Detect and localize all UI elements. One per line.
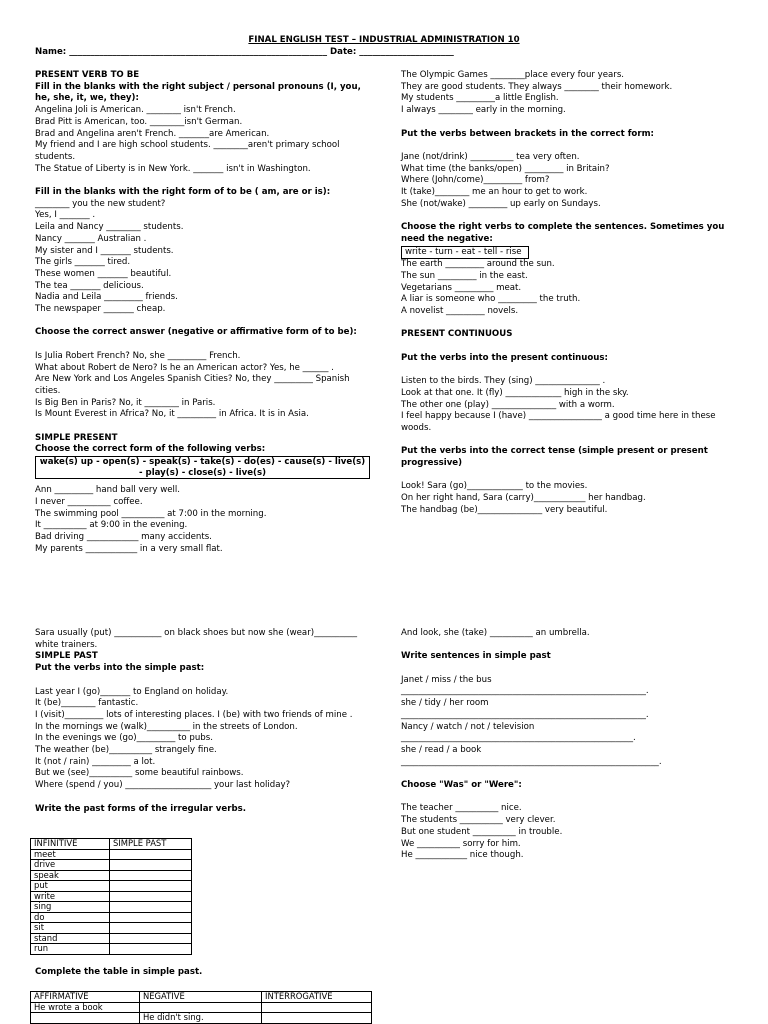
exercise-line: The Statue of Liberty is in New York. _______ isn't in Washington. xyxy=(35,163,311,174)
section-heading: Put the verbs into the simple past: xyxy=(35,663,205,674)
exercise-line: The weather (be)__________ strangely fine. xyxy=(35,745,217,756)
spacer xyxy=(401,640,736,652)
right-column-bottom xyxy=(401,628,736,862)
section-heading: SIMPLE PRESENT xyxy=(35,432,118,443)
section-heading: Write the past forms of the irregular verbs. xyxy=(35,803,246,814)
exercise-line: The sun _________ in the east. xyxy=(401,270,528,281)
exercise-line: In the mornings we (walk)__________ in the streets of London. xyxy=(35,721,298,732)
verb-cell: sit xyxy=(31,923,110,934)
left-column-bottom xyxy=(35,628,370,815)
exercise-line: It (take)________ me an hour to get to work. xyxy=(401,187,588,197)
exercise-line: The swimming pool __________ at 7:00 in the morning. xyxy=(35,508,267,519)
exercise-line: He ____________ nice though. xyxy=(401,850,524,861)
table-row xyxy=(31,891,192,902)
section-heading: Choose "Was" or "Were": xyxy=(401,780,522,791)
spacer xyxy=(401,470,736,482)
spacer xyxy=(401,792,736,804)
exercise-line: My students _________a little English. xyxy=(401,93,559,104)
exercise-line: Brad and Angelina aren't French. _______are American. xyxy=(35,128,270,139)
section-heading: PRESENT CONTINUOUS xyxy=(401,329,513,340)
exercise-line: I (visit)_________ lots of interesting places. I (be) with two friends of mine . xyxy=(35,709,353,720)
exercise-line: And look, she (take) __________ an umbrella. xyxy=(401,628,590,638)
irregular-verbs-table xyxy=(30,838,192,955)
exercise-line: The newspaper _______ cheap. xyxy=(35,304,166,315)
answer-cell[interactable] xyxy=(110,849,192,860)
exercise-line: They are good students. They always ________ their homework. xyxy=(401,81,673,92)
section-heading: Put the verbs into the present continuous: xyxy=(401,352,608,363)
table-cell: He wrote a book xyxy=(31,1002,140,1013)
spacer xyxy=(35,675,370,687)
answer-cell[interactable] xyxy=(262,1002,372,1013)
spacer xyxy=(401,365,736,377)
section-heading: Put the verbs into the correct tense (simple present or present progressive) xyxy=(401,446,708,469)
exercise-line: It __________ at 9:00 in the evening. xyxy=(35,520,188,531)
section-heading: Write sentences in simple past xyxy=(401,651,551,662)
answer-cell[interactable] xyxy=(110,912,192,923)
exercise-line: It (be)________ fantastic. xyxy=(35,698,139,709)
name-date-line: Name: ____________________________________________________________ Date: ______________________ xyxy=(35,47,454,57)
answer-cell[interactable] xyxy=(110,870,192,881)
exercise-line: The earth _________ around the sun. xyxy=(401,259,555,270)
verb-cell: sing xyxy=(31,902,110,913)
verb-cell: put xyxy=(31,881,110,892)
exercise-line: Are New York and Los Angeles Spanish Cities? No, they _________ Spanish cities. xyxy=(35,374,350,396)
table-row xyxy=(31,944,192,955)
exercise-line: Brad Pitt is American, too. ________isn't German. xyxy=(35,116,243,127)
table-row xyxy=(31,881,192,892)
exercise-line: The students __________ very clever. xyxy=(401,815,556,826)
section-heading: Put the verbs between brackets in the correct form: xyxy=(401,128,654,139)
verb-box: write - turn - eat - tell - rise xyxy=(401,246,529,260)
exercise-line: Vegetarians _________ meat. xyxy=(401,282,522,293)
exercise-line: Nadia and Leila _________ friends. xyxy=(35,292,178,303)
spacer xyxy=(401,768,736,780)
left-column-top xyxy=(35,70,370,555)
answer-cell[interactable] xyxy=(110,923,192,934)
exercise-line: A novelist _________ novels. xyxy=(401,306,519,317)
spacer xyxy=(401,663,736,675)
section-heading: Fill in the blanks with the right subject / personal pronouns (I, you, he, she, it, we, they): xyxy=(35,81,361,104)
table-row xyxy=(31,912,192,923)
spacer xyxy=(401,140,736,152)
table-row xyxy=(31,923,192,934)
exercise-line: The girls _______ tired. xyxy=(35,257,131,268)
exercise-line: Is Mount Everest in Africa? No, it _________ in Africa. It is in Asia. xyxy=(35,409,309,420)
table-header: AFFIRMATIVE xyxy=(31,992,140,1003)
answer-cell[interactable] xyxy=(110,881,192,892)
answer-cell[interactable] xyxy=(262,1013,372,1024)
right-column-top xyxy=(401,70,736,517)
exercise-line: Listen to the birds. They (sing) _______________ . xyxy=(401,376,606,387)
exercise-line: Jane (not/drink) __________ tea very often. xyxy=(401,151,580,162)
table-row xyxy=(31,1013,372,1024)
exercise-line: We __________ sorry for him. xyxy=(401,838,521,849)
exercise-line: Nancy _______ Australian . xyxy=(35,233,147,244)
test-title: FINAL ENGLISH TEST – INDUSTRIAL ADMINISTRATION 10 xyxy=(248,35,520,45)
exercise-line: Bad driving ____________ many accidents. xyxy=(35,531,212,542)
table-cell: He didn't sing. xyxy=(140,1013,262,1024)
exercise-line: In the evenings we (go)_________ to pubs. xyxy=(35,733,213,744)
exercise-line: she / read / a book xyxy=(401,745,482,755)
exercise-line: These women _______ beautiful. xyxy=(35,268,172,279)
exercise-line: Where (John/come)_________ from? xyxy=(401,175,550,186)
table-row xyxy=(31,902,192,913)
section-heading: Choose the correct form of the following verbs: xyxy=(35,444,266,455)
exercise-line: she / tidy / her room xyxy=(401,698,489,709)
spacer xyxy=(35,421,370,433)
answer-cell[interactable] xyxy=(31,1013,140,1024)
exercise-line: Sara usually (put) ___________ on black shoes but now she (wear)__________ white trainers. xyxy=(35,628,358,650)
verb-cell: speak xyxy=(31,870,110,881)
exercise-line: A liar is someone who _________ the truth. xyxy=(401,294,581,305)
spacer xyxy=(35,316,370,328)
exercise-line: I feel happy because I (have) _________________ a good time here in these woods. xyxy=(401,411,716,433)
exercise-line: The teacher __________ nice. xyxy=(401,803,522,814)
section-heading: PRESENT VERB TO BE xyxy=(35,70,140,80)
exercise-line: Last year I (go)_______ to England on holiday. xyxy=(35,686,229,697)
exercise-line: What about Robert de Nero? Is he an American actor? Yes, he ______ . xyxy=(35,362,334,373)
table-header: INTERROGATIVE xyxy=(262,992,372,1003)
exercise-line: Yes, I _______ . xyxy=(35,210,96,221)
spacer xyxy=(401,435,736,447)
exercise-line: Is Julia Robert French? No, she _________ French. xyxy=(35,350,241,361)
section-heading: Choose the right verbs to complete the sentences. Sometimes you need the negative: xyxy=(401,222,725,244)
table-header: INFINITIVE xyxy=(31,839,110,850)
spacer xyxy=(35,792,370,804)
exercise-line: Look! Sara (go)_____________ to the movies. xyxy=(401,481,588,492)
exercise-line: I never __________ coffee. xyxy=(35,496,143,507)
spacer xyxy=(401,117,736,129)
exercise-line: Look at that one. It (fly) _____________ high in the sky. xyxy=(401,387,629,398)
verb-cell: meet xyxy=(31,849,110,860)
exercise-line: I always ________ early in the morning. xyxy=(401,105,566,116)
section-heading: Fill in the blanks with the right form of to be ( am, are or is): xyxy=(35,187,331,198)
spacer xyxy=(401,318,736,330)
table-header: NEGATIVE xyxy=(140,992,262,1003)
exercise-line: Janet / miss / the bus xyxy=(401,674,492,685)
exercise-line: But we (see)__________ some beautiful rainbows. xyxy=(35,768,244,779)
exercise-line: It (not / rain) _________ a lot. xyxy=(35,756,156,767)
exercise-line: My parents ____________ in a very small flat. xyxy=(35,543,223,554)
exercise-line: The handbag (be)_______________ very beautiful. xyxy=(401,504,608,515)
answer-cell[interactable] xyxy=(110,860,192,871)
exercise-line: _________________________________________________________. xyxy=(401,686,649,697)
section-heading: Choose the correct answer (negative or affirmative form of to be): xyxy=(35,327,357,338)
answer-cell[interactable] xyxy=(110,944,192,955)
exercise-line: Angelina Joli is American. ________ isn't French. xyxy=(35,105,236,116)
exercise-line: The tea _______ delicious. xyxy=(35,280,144,291)
table-row xyxy=(31,933,192,944)
table-header: SIMPLE PAST xyxy=(110,839,192,850)
verb-box: wake(s) up - open(s) - speak(s) - take(s) - do(es) - cause(s) - live(s) - play(s) - close(s) - live(s) xyxy=(35,456,370,479)
exercise-line: ____________________________________________________________. xyxy=(401,756,662,767)
exercise-line: Ann _________ hand ball very well. xyxy=(35,485,181,496)
verb-cell: stand xyxy=(31,933,110,944)
exercise-line: The Olympic Games ________place every four years. xyxy=(401,70,625,80)
spacer xyxy=(401,341,736,353)
verb-cell: run xyxy=(31,944,110,955)
spacer xyxy=(401,210,736,222)
exercise-line: The other one (play) _______________ with a worm. xyxy=(401,399,615,410)
answer-cell[interactable] xyxy=(110,891,192,902)
spacer xyxy=(35,339,370,351)
exercise-line: Nancy / watch / not / television xyxy=(401,721,535,732)
verb-cell: do xyxy=(31,912,110,923)
exercise-line: My friend and I are high school students. ________aren't primary school students. xyxy=(35,140,340,162)
exercise-line: She (not/wake) _________ up early on Sundays. xyxy=(401,198,601,209)
table-row xyxy=(31,1002,372,1013)
exercise-line: Leila and Nancy ________ students. xyxy=(35,222,184,233)
simple-past-table xyxy=(30,991,372,1024)
verb-cell: write xyxy=(31,891,110,902)
section-heading: SIMPLE PAST xyxy=(35,651,98,662)
exercise-line: My sister and I _______ students. xyxy=(35,245,174,256)
exercise-line: But one student __________ in trouble. xyxy=(401,826,563,837)
complete-table-title: Complete the table in simple past. xyxy=(35,967,203,977)
spacer xyxy=(35,175,370,187)
exercise-line: Where (spend / you) ____________________ your last holiday? xyxy=(35,780,291,791)
answer-cell[interactable] xyxy=(110,933,192,944)
exercise-line: ________ you the new student? xyxy=(35,198,166,209)
table-row xyxy=(31,849,192,860)
verb-cell: drive xyxy=(31,860,110,871)
exercise-line: On her right hand, Sara (carry)____________ her handbag. xyxy=(401,493,646,504)
exercise-line: ______________________________________________________. xyxy=(401,733,636,744)
answer-cell[interactable] xyxy=(140,1002,262,1013)
table-row xyxy=(31,860,192,871)
exercise-line: Is Big Ben in Paris? No, it ________ in Paris. xyxy=(35,397,216,408)
exercise-line: _________________________________________________________. xyxy=(401,709,649,720)
exercise-line: What time (the banks/open) _________ in Britain? xyxy=(401,163,610,174)
table-row xyxy=(31,870,192,881)
answer-cell[interactable] xyxy=(110,902,192,913)
